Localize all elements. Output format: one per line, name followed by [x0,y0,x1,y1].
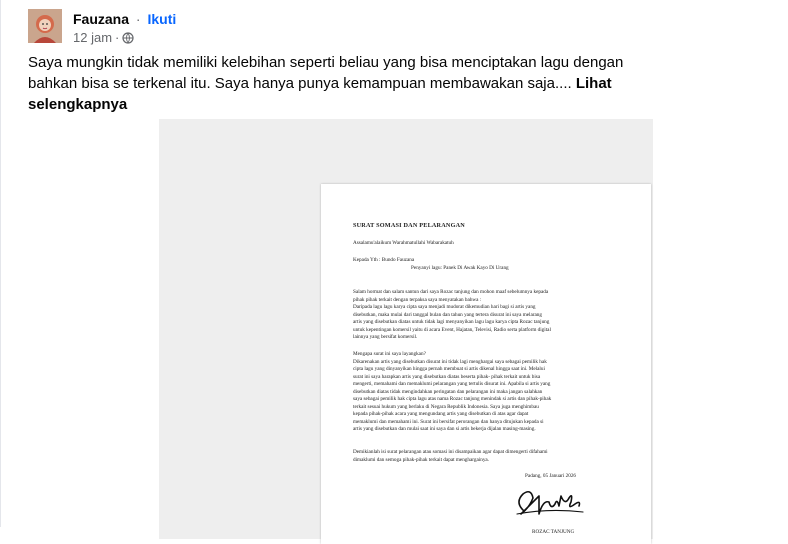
letter-text-line: Daripada lagu lagu karya cipta saya menjadi mudorat dikemudian hari bagi si artis yang [353,304,536,310]
letter-text-line: artis yang disebutkan diatas untuk tidak lagi menyanyikan lagu lagu karya cipta Rozac tanjung [353,319,550,325]
see-more-link-part-2[interactable]: selengkapnya [28,96,128,113]
signature-image [509,484,589,526]
letter-signer: ROZAC TANJUNG [532,529,575,535]
letter-text-line: memaklumi dan memahami ini. Surat ini bersifat perorangan dan hanya ditujukan kepada si [353,418,544,425]
globe-icon [122,32,134,44]
name-separator: · [135,11,141,27]
letter-text-line: mengerti, memahami dan memaklumi pelarangan yang tertulis disurat ini. Apabila si artis yang [353,381,551,387]
post-image[interactable] [1,116,761,535]
letter-date: Padang, 05 Januari 2026 [525,473,577,479]
letter-recipient-role: Penyanyi lagu: Panek Di Awak Kayo Di Urang [411,265,509,271]
letter-text-line: artis yang disebutkan dan mulai saat ini saya dan si artis bekerja dijalan masing-masing. [353,426,536,432]
letter-title: SURAT SOMASI DAN PELARANGAN [353,222,465,229]
see-more-link-part-1[interactable]: Lihat [575,75,612,92]
post-meta [73,30,134,45]
follow-button[interactable]: Ikuti [147,11,177,27]
letter-text-line: disebutkan, maka mulai dari tanggal bulan dan tahun yang tertera disurat ini saya melarang [353,311,542,318]
letter-text-line: pihak pihak terkait dengan terpaksa saya menyatakan bahwa : [353,296,482,303]
letter-text-line: saya sebagai pemilik hak cipta lagu atas nama Rozac tanjung menindak si artis dan pihak-pihak [353,396,552,402]
author-name[interactable]: Fauzana [73,11,130,27]
letter-document [321,184,651,544]
post-timestamp[interactable]: 12 jam [73,30,113,45]
post-text [28,52,788,115]
letter-text-line: surat ini saya harapkan artis yang disebutkan diatas beserta pihak- pihak terkait untuk bisa [353,373,541,380]
letter-greeting: Assalamu'alaikum Warahmatullahi Wabarakatuh [353,240,454,246]
letter-paragraph-2 [353,351,551,434]
letter-paragraph-1 [353,289,551,342]
post-text-line-3 [28,94,788,115]
letter-text-line: Salam hormat dan salam santun dari saya Rozac tanjung dan mohon maaf sebelumnya kepada [353,289,549,295]
post-text-line-1: Saya mungkin tidak memiliki kelebihan seperti beliau yang bisa menciptakan lagu dengan [28,54,624,71]
letter-text-line: untuk kepentingan komersil yaitu di acara Event, Hajatan, Televisi, Radio serta platform digital [353,326,551,333]
letter-recipient: Kepada Yth : Bundo Fauzana [353,257,415,263]
letter-text-line: kepada pihak-pihak acara yang mengundang artis yang disebutkan di atas agar dapat [353,411,529,417]
author-line [73,11,176,27]
photo-background [159,119,653,539]
letter-text-line: disebutkan diatas tidak mengindahkan peringatan dan pelarangan ini maka jangan salahkan [353,388,543,395]
post-text-line-2-content: bahkan bisa se terkenal itu. Saya hanya punya kemampuan membawakan saja.... [28,75,576,92]
letter-text-line: terkait sesuai hukum yang berlaku di Negara Republik Indonesia. Saya juga menghimbau [353,403,539,410]
avatar-image [28,9,62,43]
letter-text-line: dimaklumi dan semoga pihak-pihak terkait dapat menghargainya. [353,456,490,463]
letter-text-line: Dikarenakan artis yang disebutkan disurat ini tidak lagi menghargai saya sebagai pemilik hak [353,358,547,365]
letter-text-line: Demikianlah isi surat pelarangan atau somasi ini disampaikan agar dapat dimengerti difahami [353,449,548,455]
letter-text-line: cipta lagu yang dinyanyikan hingga pernah membuat si artis dikenal hingga saat ini. Melalui [353,366,545,372]
post-text-line-2 [28,73,788,94]
letter-text-line: Mengapa surat ini saya layangkan? [353,351,426,357]
meta-separator: · [115,30,120,45]
avatar[interactable] [28,9,62,43]
letter-text-line: lainnya yang bersifat komersil. [353,334,418,340]
letter-closing [353,449,548,464]
